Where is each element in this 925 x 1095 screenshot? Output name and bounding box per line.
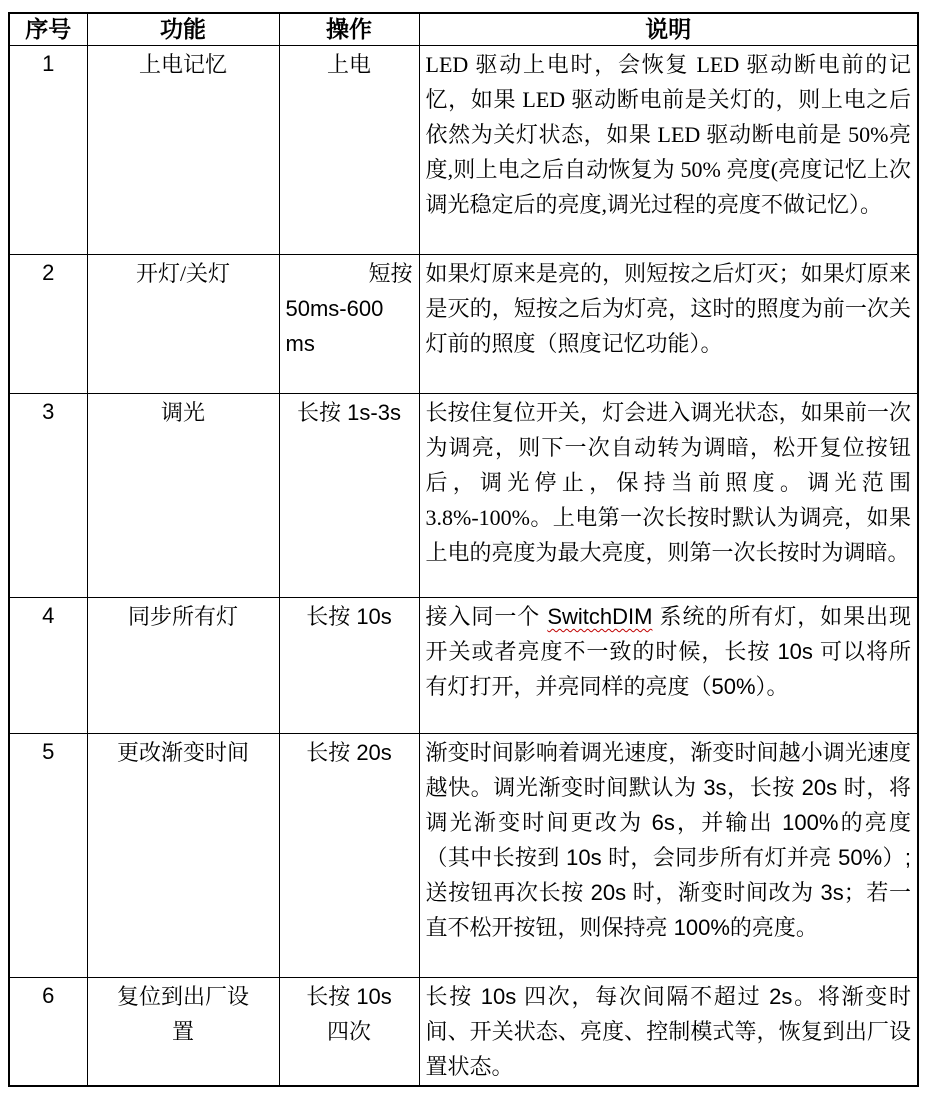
cell-operation bbox=[279, 598, 419, 734]
cell-operation bbox=[279, 978, 419, 1087]
table-header-row bbox=[9, 13, 918, 46]
cell-function: 更改渐变时间 bbox=[87, 734, 279, 978]
cell-description: 长按 10s 四次，每次间隔不超过 2s。将渐变时间、开关状态、亮度、控制模式等，恢复到出厂设置状态。 bbox=[419, 978, 918, 1087]
cell-function: 上电记忆 bbox=[87, 46, 279, 255]
cell-function: 调光 bbox=[87, 394, 279, 598]
cell-function: 开灯/关灯 bbox=[87, 255, 279, 394]
operation-line: 上电 bbox=[326, 52, 371, 77]
cell-serial-number: 6 bbox=[9, 978, 87, 1087]
cell-description bbox=[419, 598, 918, 734]
table-row-3 bbox=[9, 394, 918, 598]
operation-line: 长按 10s bbox=[306, 984, 392, 1009]
header-cell-description: 说明 bbox=[419, 13, 918, 46]
cell-serial-number: 2 bbox=[9, 255, 87, 394]
header-cell-function: 功能 bbox=[87, 13, 279, 46]
table-row-6 bbox=[9, 978, 918, 1087]
cell-operation bbox=[279, 255, 419, 394]
header-cell-operation: 操作 bbox=[279, 13, 419, 46]
function-table bbox=[8, 12, 919, 1087]
function-line: 置 bbox=[171, 1019, 194, 1044]
cell-operation bbox=[279, 46, 419, 255]
cell-serial-number: 5 bbox=[9, 734, 87, 978]
table-row-5 bbox=[9, 734, 918, 978]
operation-line: 短按 bbox=[368, 261, 413, 286]
table-row-4 bbox=[9, 598, 918, 734]
operation-line: 50ms-600 bbox=[285, 296, 384, 321]
cell-serial-number: 4 bbox=[9, 598, 87, 734]
description-text: 接入同一个 bbox=[425, 604, 548, 629]
cell-function: 同步所有灯 bbox=[87, 598, 279, 734]
cell-description: 渐变时间影响着调光速度，渐变时间越小调光速度越快。调光渐变时间默认为 3s，长按 20s 时，将调光渐变时间更改为 6s，并输出 100%的亮度（其中长按到 10s 时，会同步所有灯并亮 50%）;送按钮再次长按 20s 时，渐变时间改为 3s；若一直不松开按钮，则保持亮 100%的亮度。 bbox=[419, 734, 918, 978]
operation-line: ms bbox=[285, 331, 315, 356]
table-row-2 bbox=[9, 255, 918, 394]
cell-operation bbox=[279, 734, 419, 978]
operation-line: 长按 20s bbox=[306, 740, 392, 765]
header-cell-serial: 序号 bbox=[9, 13, 87, 46]
description-text: 系统的所有灯，如果出现开关或者亮度不一致的时候，长按 10s 可以将所有灯打开，并亮同样的亮度（50%）。 bbox=[425, 604, 911, 699]
cell-operation bbox=[279, 394, 419, 598]
operation-line: 长按 10s bbox=[306, 604, 392, 629]
cell-serial-number: 3 bbox=[9, 394, 87, 598]
cell-description: LED 驱动上电时，会恢复 LED 驱动断电前的记忆，如果 LED 驱动断电前是关灯的，则上电之后依然为关灯状态，如果 LED 驱动断电前是 50%亮度,则上电之后自动恢复为 50% 亮度(亮度记忆上次调光稳定后的亮度,调光过程的亮度不做记忆）。 bbox=[419, 46, 918, 255]
operation-line: 四次 bbox=[326, 1019, 371, 1044]
cell-serial-number: 1 bbox=[9, 46, 87, 255]
cell-function bbox=[87, 978, 279, 1087]
misspelled-word-switchdim: SwitchDIM bbox=[547, 604, 653, 629]
cell-description: 长按住复位开关，灯会进入调光状态，如果前一次为调亮，则下一次自动转为调暗，松开复位按钮后，调光停止，保持当前照度。调光范围 3.8%-100%。上电第一次长按时默认为调亮，如果上电的亮度为最大亮度，则第一次长按时为调暗。 bbox=[419, 394, 918, 598]
cell-description: 如果灯原来是亮的，则短按之后灯灭；如果灯原来是灭的，短按之后为灯亮，这时的照度为前一次关灯前的照度（照度记忆功能）。 bbox=[419, 255, 918, 394]
operation-line: 长按 1s-3s bbox=[297, 400, 401, 425]
function-line: 复位到出厂设 bbox=[116, 984, 249, 1009]
table-row-1 bbox=[9, 46, 918, 255]
